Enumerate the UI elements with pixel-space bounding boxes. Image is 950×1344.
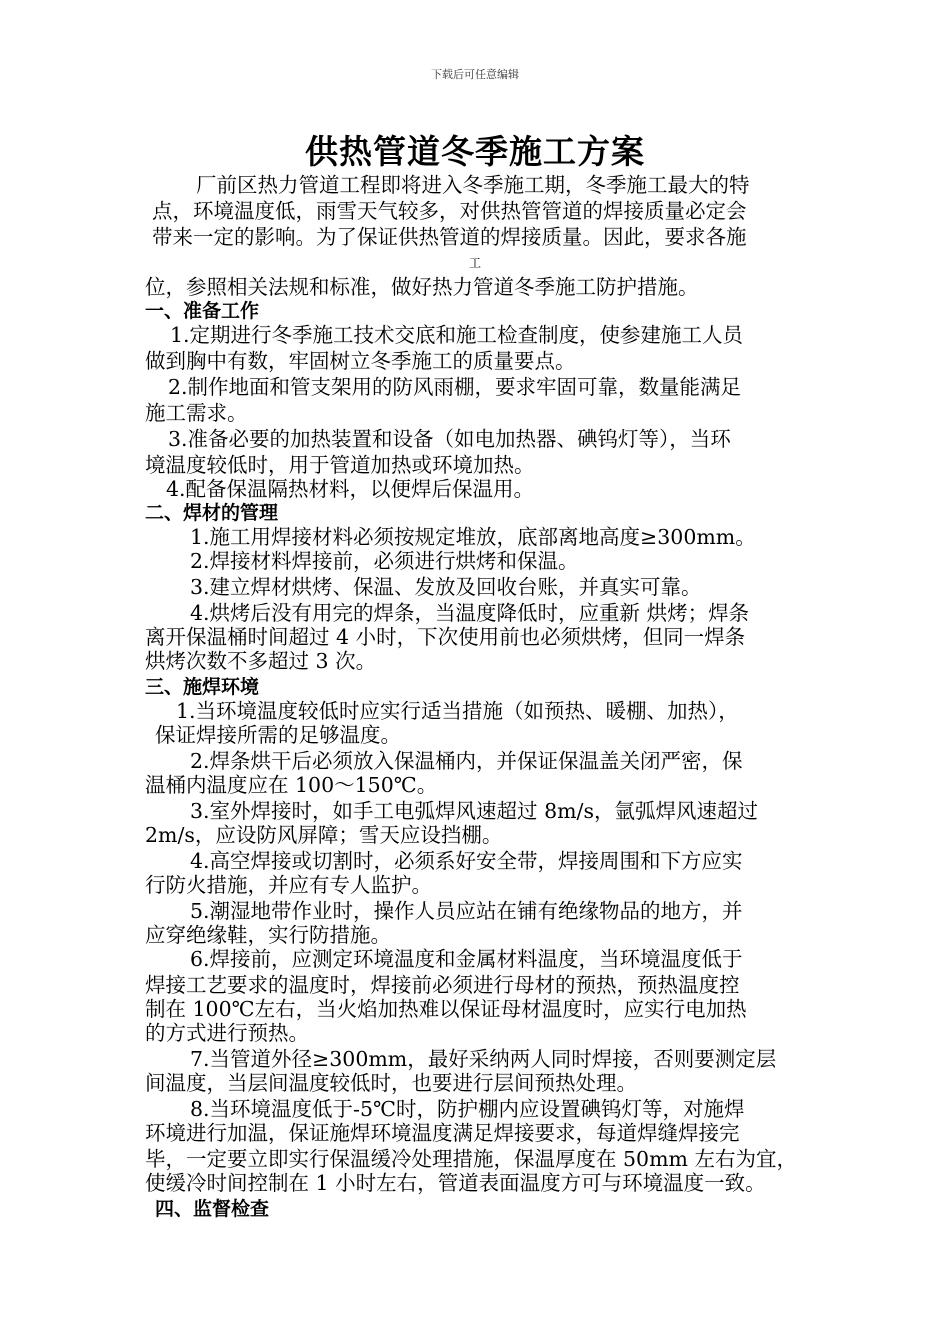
paragraph-line: 3.建立焊材烘烤、保温、发放及回收台账，并真实可靠。 (190, 575, 702, 599)
paragraph-line: 4.配备保温隔热材料，以便焊后保温用。 (166, 477, 535, 501)
paragraph-line: 离开保温桶时间超过 4 小时，下次使用前也必须烘烤，但同一焊条 (145, 625, 746, 649)
paragraph-line: 应穿绝缘鞋，实行防措施。 (145, 923, 391, 947)
intro-line: 厂前区热力管道工程即将进入冬季施工期，冬季施工最大的特 (196, 173, 750, 197)
intro-line: 带来一定的影响。为了保证供热管道的焊接质量。因此，要求各施 (152, 225, 747, 249)
paragraph-line: 施工需求。 (145, 401, 248, 425)
paragraph-line: 温桶内温度应在 100～150℃。 (145, 773, 438, 797)
paragraph-line: 毕，一定要立即实行保温缓冷处理措施，保温厚度在 50mm 左右为宜， (145, 1147, 797, 1171)
paragraph-line: 3.室外焊接时，如手工电弧焊风速超过 8m/s，氩弧焊风速超过 (190, 799, 758, 823)
paragraph-line: 环境进行加温，保证施焊环境温度满足焊接要求，每道焊缝焊接完 (145, 1121, 740, 1145)
paragraph-line: 8.当环境温度低于-5℃时，防护棚内应设置碘钨灯等，对施焊 (190, 1097, 745, 1121)
paragraph-line: 1.定期进行冬季施工技术交底和施工检查制度，使参建施工人员 (170, 323, 744, 347)
paragraph-line: 4.高空焊接或切割时，必须系好安全带，焊接周围和下方应实 (190, 849, 743, 873)
document-title: 供热管道冬季施工方案 (305, 132, 645, 171)
paragraph-line: 的方式进行预热。 (145, 1021, 309, 1045)
header-note: 下载后可任意编辑 (431, 68, 519, 81)
paragraph-line: 境温度较低时，用于管道加热或环境加热。 (145, 453, 535, 477)
paragraph-line: 使缓冷时间控制在 1 小时左右，管道表面温度方可与环境温度一致。 (145, 1171, 766, 1195)
section-heading: 二、焊材的管理 (145, 502, 279, 524)
paragraph-line: 制在 100℃左右，当火焰加热难以保证母材温度时，应实行电加热 (145, 997, 747, 1021)
paragraph-line: 保证焊接所需的足够温度。 (155, 723, 401, 747)
paragraph-line: 2.焊条烘干后必须放入保温桶内，并保证保温盖关闭严密，保 (190, 749, 743, 773)
intro-line: 工 (468, 256, 481, 270)
section-heading: 四、监督检查 (155, 1198, 270, 1220)
paragraph-line: 烘烤次数不多超过 3 次。 (145, 649, 377, 673)
intro-line: 位，参照相关法规和标准，做好热力管道冬季施工防护措施。 (145, 275, 699, 299)
paragraph-line: 3.准备必要的加热装置和设备（如电加热器、碘钨灯等），当环 (168, 427, 731, 451)
paragraph-line: 4.烘烤后没有用完的焊条，当温度降低时，应重新 烘烤；焊条 (190, 601, 750, 625)
paragraph-line: 做到胸中有数，牢固树立冬季施工的质量要点。 (145, 349, 576, 373)
paragraph-line: 5.潮湿地带作业时，操作人员应站在铺有绝缘物品的地方，并 (190, 899, 743, 923)
paragraph-line: 间温度，当层间温度较低时，也要进行层间预热处理。 (145, 1071, 637, 1095)
paragraph-line: 1.施工用焊接材料必须按规定堆放，底部离地高度≥300mm。 (190, 525, 756, 549)
paragraph-line: 2.制作地面和管支架用的防风雨棚，要求牢固可靠，数量能满足 (168, 375, 742, 399)
paragraph-line: 2.焊接材料焊接前，必须进行烘烤和保温。 (190, 549, 579, 573)
section-heading: 一、准备工作 (145, 300, 260, 322)
paragraph-line: 7.当管道外径≥300mm，最好采纳两人同时焊接，否则要测定层 (190, 1047, 777, 1071)
paragraph-line: 2m/s，应设防风屏障；雪天应设挡棚。 (145, 823, 503, 847)
paragraph-line: 行防火措施，并应有专人监护。 (145, 873, 432, 897)
paragraph-line: 1.当环境温度较低时应实行适当措施（如预热、暖棚、加热）， (176, 699, 739, 723)
paragraph-line: 焊接工艺要求的温度时，焊接前必须进行母材的预热，预热温度控 (145, 973, 740, 997)
section-heading: 三、施焊环境 (145, 676, 260, 698)
paragraph-line: 6.焊接前，应测定环境温度和金属材料温度，当环境温度低于 (190, 947, 743, 971)
intro-line: 点，环境温度低，雨雪天气较多，对供热管管道的焊接质量必定会 (152, 199, 747, 223)
